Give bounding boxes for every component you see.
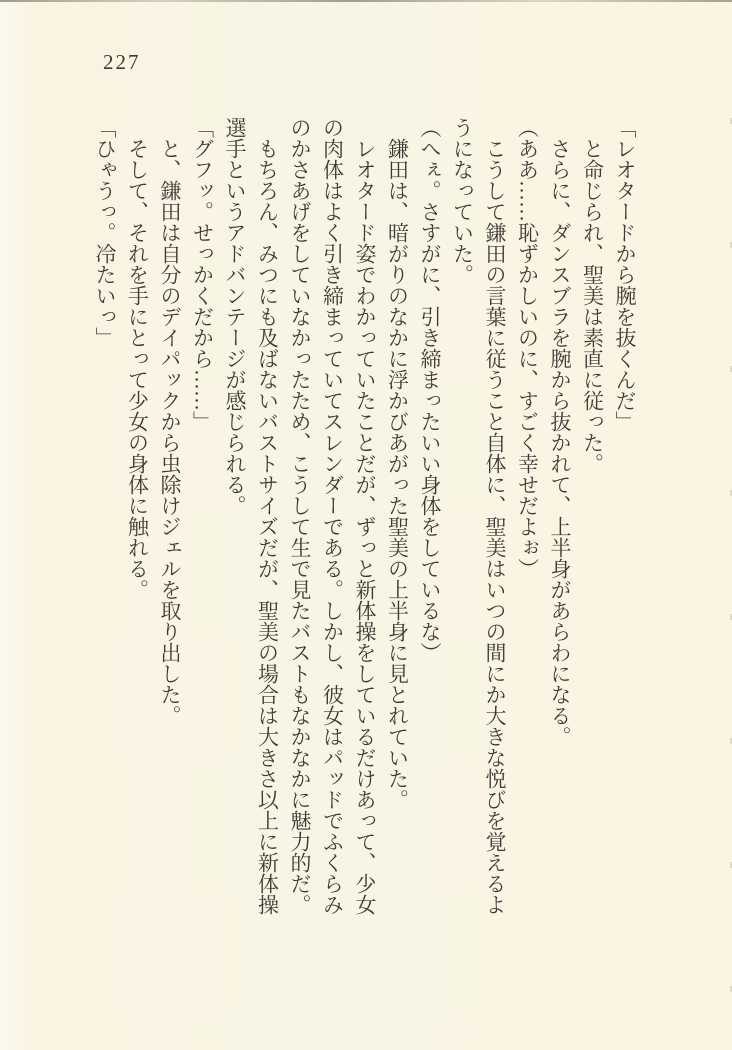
text-line: レオタード姿でわかっていたことだが、ずっと新体操をしているだけあって、少女 bbox=[353, 138, 377, 915]
text-line: と、鎌田は自分のデイパックから虫除けジェルを取り出した。 bbox=[158, 138, 182, 726]
text-line: もちろん、みつにも及ばないバストサイズだが、聖美の場合は大きさ以上に新体操 bbox=[255, 138, 280, 915]
text-line: さらに、ダンスブラを腕から抜かれて、上半身があらわになる。 bbox=[548, 138, 572, 747]
text-line: うになっていた。 bbox=[450, 117, 475, 285]
text-line: 「レオタードから腕を抜くんだ」 bbox=[613, 117, 637, 432]
text-line: 選手というアドバンテージが感じられる。 bbox=[223, 117, 247, 516]
text-line: と命じられ、聖美は素直に従った。 bbox=[580, 138, 605, 474]
text-line: （ああ……恥ずかしいのに、すごく幸せだよぉ） bbox=[515, 117, 540, 579]
scan-top-edge bbox=[0, 0, 732, 2]
text-line: の肉体はよく引き締まっていてスレンダーである。しかし、彼女はパッドでふくらみ bbox=[320, 117, 345, 915]
text-line: 「グフッ。せっかくだから……」 bbox=[190, 117, 215, 432]
text-line: （へぇ。さすがに、引き締まったいい身体をしているな） bbox=[418, 117, 442, 663]
text-line: 鎌田は、暗がりのなかに浮かびあがった聖美の上半身に見とれていた。 bbox=[385, 138, 410, 810]
page-number: 227 bbox=[103, 50, 141, 74]
text-line: こうして鎌田の言葉に従うこと自体に、聖美はいつの間にか大きな悦びを覚えるよ bbox=[483, 138, 507, 915]
text-line: そして、それを手にとって少女の身体に触れる。 bbox=[125, 138, 150, 600]
text-line: 「ひゃうっ。冷たいっ」 bbox=[93, 117, 117, 348]
text-line: のかさあげをしていなかったため、こうして生で見たバストもなかなかに魅力的だ。 bbox=[288, 117, 312, 915]
vertical-text-block bbox=[88, 117, 641, 939]
